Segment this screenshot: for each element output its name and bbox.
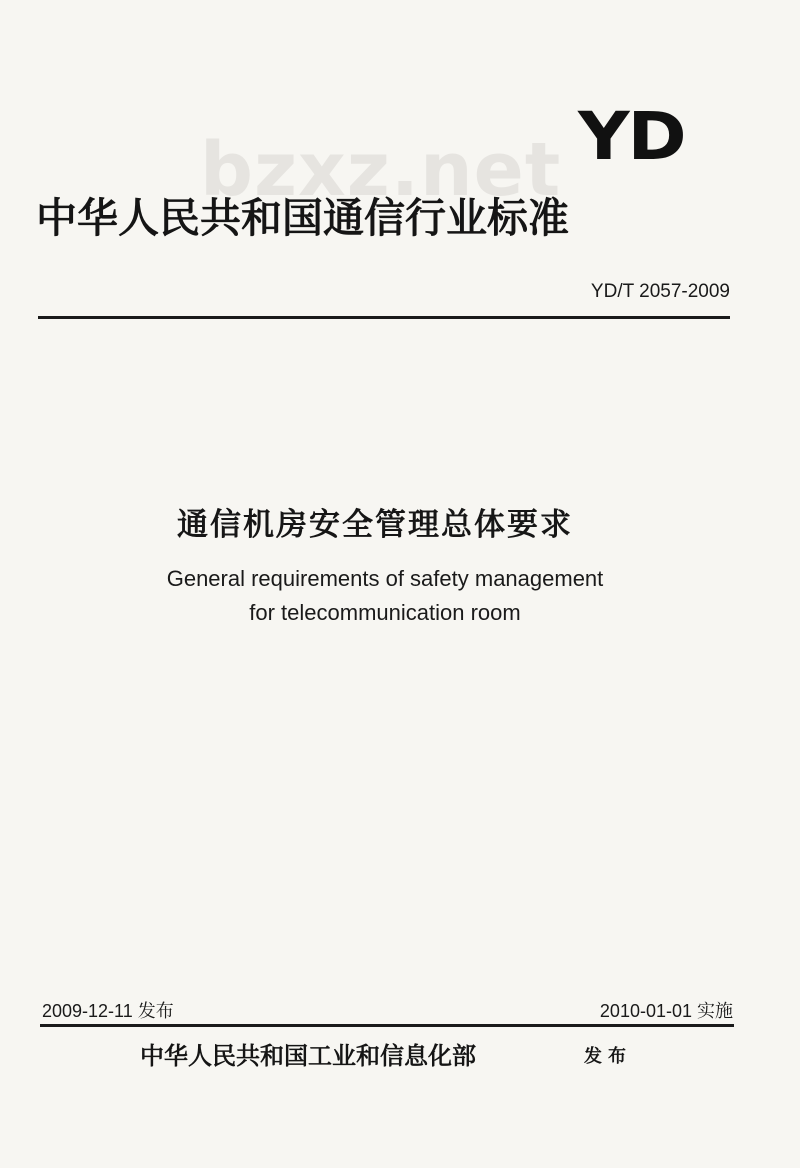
- header-divider: [38, 316, 730, 319]
- implementation-date: 2010-01-01 实施: [599, 1001, 733, 1021]
- publish-label: 发布: [584, 1046, 632, 1067]
- watermark: bzxz.net: [200, 127, 562, 213]
- standard-code: YD/T 2057-2009: [590, 281, 730, 302]
- publisher-name: 中华人民共和国工业和信息化部: [140, 1041, 476, 1070]
- document-title-english-line1: General requirements of safety management: [166, 566, 604, 591]
- footer-divider: [40, 1024, 734, 1027]
- standard-category-title: 中华人民共和国通信行业标准: [36, 194, 569, 242]
- document-title-chinese: 通信机房安全管理总体要求: [177, 507, 573, 543]
- document-title-english-line2: for telecommunication room: [249, 600, 521, 625]
- issue-date: 2009-12-11 发布: [42, 1001, 174, 1021]
- yd-logo: YD: [578, 98, 685, 175]
